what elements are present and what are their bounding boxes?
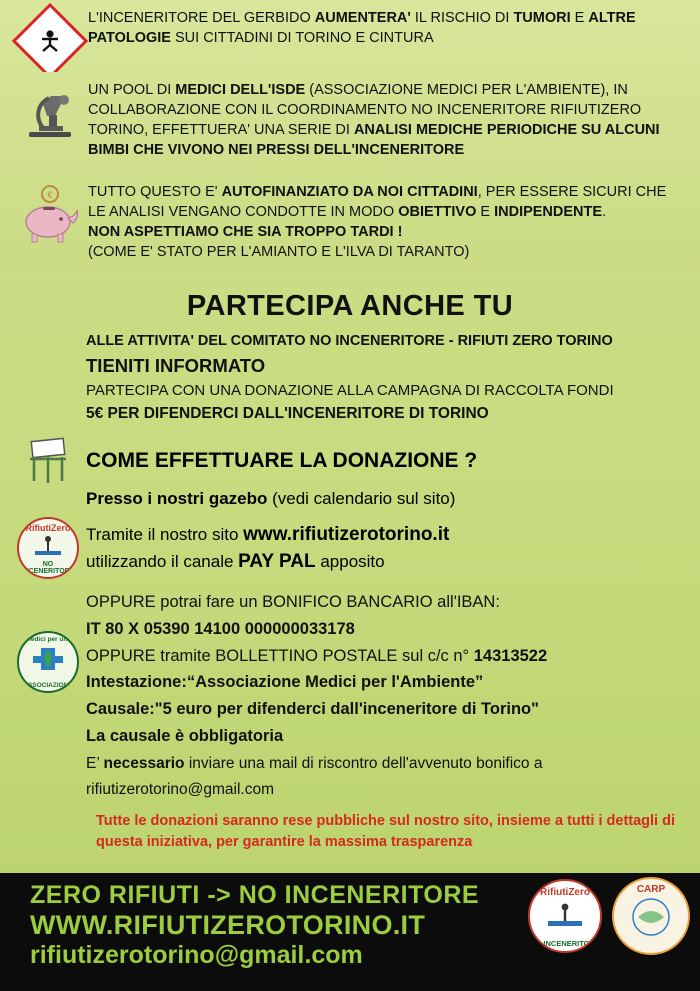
- info-block-funding: [0, 174, 700, 274]
- call-line-informed: TIENITI INFORMATO: [86, 354, 266, 376]
- donation-bank-text: OPPURE potrai fare un BONIFICO BANCARIO all'IBAN: IT 80 X 05390 14100 000000033178 OPPURE tramite BOLLETTINO POSTALE sul c/c n° 14313522 Intestazione:“Associazione Medici per l'Ambiente” Causale:"5 euro per difenderci dall'inceneritore di Torino" La causale è obbligatoria E’ necessario inviare una mail di riscontro dell'avvenuto bonifico a rifiutizerotorino@gmail.com: [86, 593, 548, 799]
- piggy-bank-icon: [12, 182, 88, 246]
- donation-website-text: Tramite il nostro sito www.rifiutizerotorino.it utilizzando il canale PAY PAL apposito: [86, 523, 450, 573]
- isde-logo-bottom: ASSOCIAZIONE: [23, 682, 73, 690]
- footer: [0, 873, 700, 991]
- page-title: PARTECIPA ANCHE TU: [186, 290, 514, 322]
- donation-bank-row: [0, 587, 700, 805]
- donation-heading: COME EFFETTUARE LA DONAZIONE ?: [86, 449, 478, 473]
- donation-website-row: [0, 515, 700, 581]
- rifiutizero-logo-bottom: NO INCENERITORE: [21, 561, 75, 576]
- rifiutizero-badge-icon: RifiutiZero NO INCENERITORE: [528, 879, 602, 953]
- footer-website[interactable]: WWW.RIFIUTIZEROTORINO.IT: [30, 910, 426, 940]
- donation-gazebo-row: [0, 487, 700, 511]
- info-block-health: [0, 0, 700, 72]
- rifiutizero-logo: [10, 517, 86, 579]
- isde-logo: [10, 589, 86, 693]
- microscope-icon: [12, 80, 88, 144]
- info-block-doctors-text: UN POOL DI MEDICI DELL'ISDE (ASSOCIAZIONE MEDICI PER L'AMBIENTE), IN COLLABORAZIONE CON IL COORDINAMENTO NO INCENERITORE RIFIUTIZERO TORINO, EFFETTUERA' UNA SERIE DI ANALISI MEDICHE PERIODICHE SU ALCUNI BIMBI CHE VIVONO NEI PRESSI DELL'INCENERITORE: [88, 82, 660, 158]
- info-block-funding-text: TUTTO QUESTO E' AUTOFINANZIATO DA NOI CITTADINI, PER ESSERE SICURI CHE LE ANALISI VENGANO CONDOTTE IN MODO OBIETTIVO E INDIPENDENTE. NON ASPETTIAMO CHE SIA TROPPO TARDI ! (COME E' STATO PER L'AMIANTO E L'ILVA DI TARANTO): [88, 184, 667, 260]
- hazard-toxic-icon: [12, 8, 88, 68]
- donation-heading-row: [0, 435, 700, 487]
- footer-slogan: ZERO RIFIUTI -> NO INCENERITORE: [30, 881, 480, 909]
- svg-text:€: €: [47, 190, 53, 200]
- info-block-doctors: [0, 72, 700, 174]
- transparency-note: Tutte le donazioni saranno rese pubbliche sul nostro sito, insieme a tutti i dettagli di questa iniziativa, per garantire la massima trasparenza: [96, 813, 675, 851]
- isde-logo-top: medici per una: [25, 636, 71, 644]
- rifiutizero-logo-top: RifiutiZero: [25, 523, 71, 534]
- info-block-health-text: L'INCENERITORE DEL GERBIDO AUMENTERA' IL RISCHIO DI TUMORI E ALTRE PATOLOGIE SUI CITTADINI DI TORINO E CINTURA: [88, 10, 636, 46]
- footer-email[interactable]: rifiutizerotorino@gmail.com: [30, 941, 363, 969]
- call-line-activities: ALLE ATTIVITA' DEL COMITATO NO INCENERITORE - RIFIUTI ZERO TORINO: [86, 333, 613, 349]
- donation-gazebo-text: Presso i nostri gazebo (vedi calendario sul sito): [86, 489, 456, 509]
- footer-badges: [528, 877, 690, 955]
- easel-icon: [10, 437, 86, 485]
- call-line-amount: 5€ PER DIFENDERCI DALL'INCENERITORE DI TORINO: [86, 405, 489, 423]
- call-line-participate: PARTECIPA CON UNA DONAZIONE ALLA CAMPAGNA DI RACCOLTA FONDI: [86, 381, 614, 399]
- carp-badge-icon: CARP: [612, 877, 690, 955]
